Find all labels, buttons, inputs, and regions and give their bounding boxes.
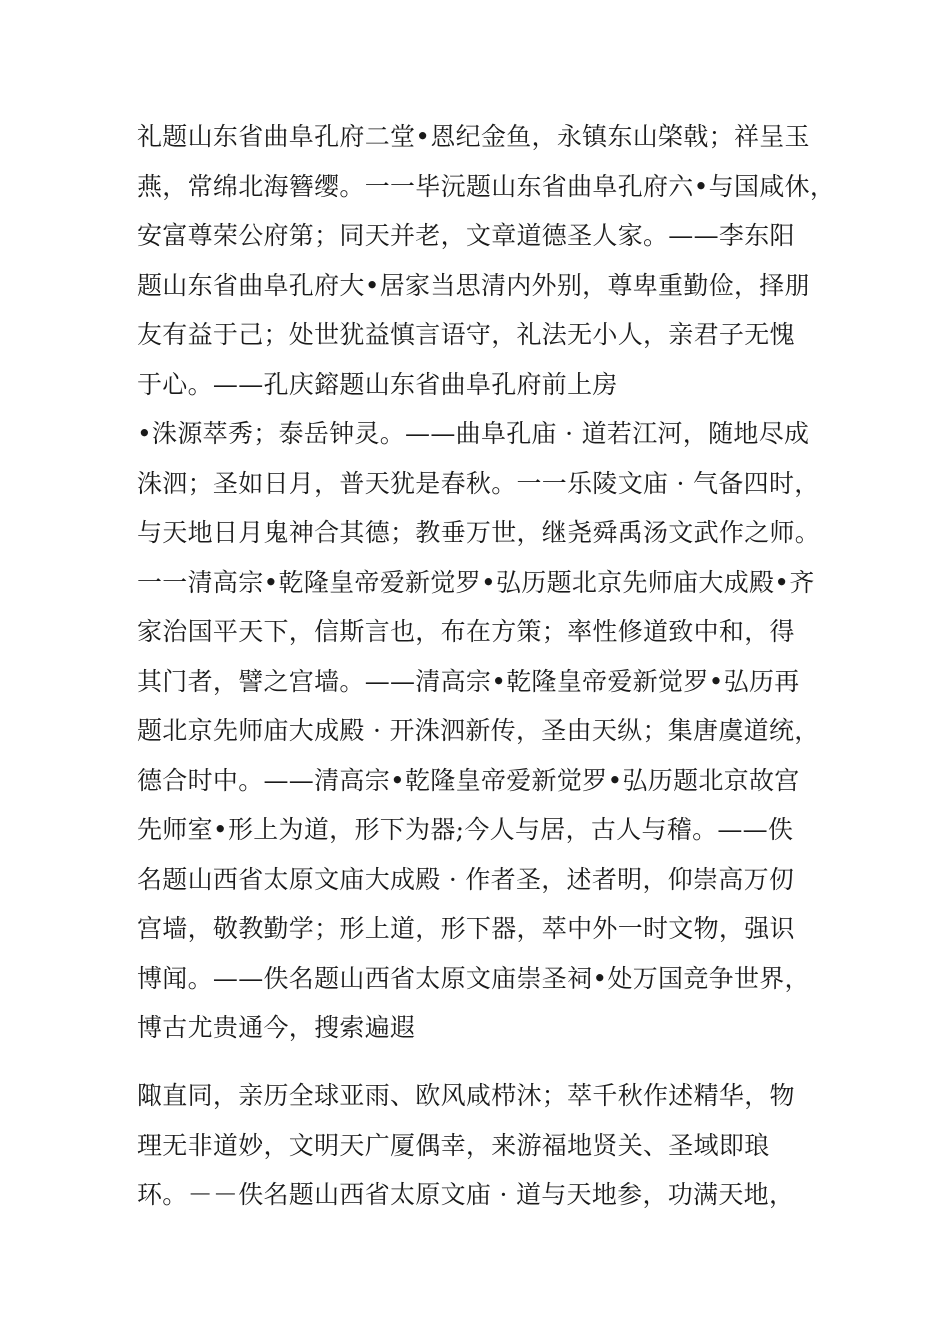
text-line: 家治国平天下，信斯言也，布在方策；率性修道致中和，得 <box>137 617 795 646</box>
text-line: 一一清高宗•乾隆皇帝爱新觉罗•弘历题北京先师庙大成殿•齐 <box>137 567 815 597</box>
text-line: 名题山西省太原文庙大成殿 · 作者圣，述者明，仰崇高万仞 <box>137 864 795 894</box>
text-line: 礼题山东省曲阜孔府二堂•恩纪金鱼，永镇东山棨戟；祥呈玉 <box>137 122 810 151</box>
text-line: 博古尤贵通今，搜索遍遐 <box>137 1013 416 1042</box>
text-line: 于心。——孔庆鎔题山东省曲阜孔府前上房 <box>137 369 618 399</box>
text-line: 友有益于己；处世犹益慎言语守，礼法无小人，亲君子无愧 <box>137 320 795 349</box>
text-line: 燕，常绵北海簪缨。一一毕沅题山东省曲阜孔府六•与国咸休， <box>137 171 836 201</box>
text-line: 宫墙，敬教勤学；形上道，形下器，萃中外一时文物，强识 <box>137 914 795 943</box>
text-line: 博闻。——佚名题山西省太原文庙崇圣祠•处万国竞争世界， <box>137 963 810 993</box>
text-line: 先师室•形上为道，形下为器;今人与居，古人与稽。——佚 <box>137 815 794 844</box>
text-line: 题北京先师庙大成殿 · 开洙泗新传，圣由天纵；集唐虞道统， <box>137 716 820 745</box>
text-line: 与天地日月鬼神合其德；教垂万世，继尧舜禹汤文武作之师。 <box>137 518 821 547</box>
text-line: 题山东省曲阜孔府大•居家当思清内外别，尊卑重勤俭，择朋 <box>137 270 810 300</box>
text-block-continued <box>137 1071 837 1220</box>
text-line: 理无非道妙，文明天广厦偶幸，来游福地贤关、圣域即琅 <box>137 1130 770 1160</box>
text-line: 德合时中。——清高宗•乾隆皇帝爱新觉罗•弘历题北京故宫 <box>137 765 800 795</box>
text-line: 其门者，譬之宫墙。——清高宗•乾隆皇帝爱新觉罗•弘历再 <box>137 666 800 696</box>
text-line: 陬直同，亲历全球亚雨、欧风咸栉沐；萃千秋作述精华，物 <box>137 1081 795 1110</box>
text-line: 安富尊荣公府第；同天并老，文章道德圣人家。——李东阳 <box>137 221 795 250</box>
text-block-main <box>137 112 837 1053</box>
text-line: •洙源萃秀；泰岳钟灵。——曲阜孔庙 · 道若江河，随地尽成 <box>137 419 810 448</box>
text-line: 环。－－佚名题山西省太原文庙 · 道与天地参，功满天地， <box>137 1180 795 1209</box>
text-line: 洙泗；圣如日月，普天犹是春秋。一一乐陵文庙 · 气备四时， <box>137 468 820 498</box>
